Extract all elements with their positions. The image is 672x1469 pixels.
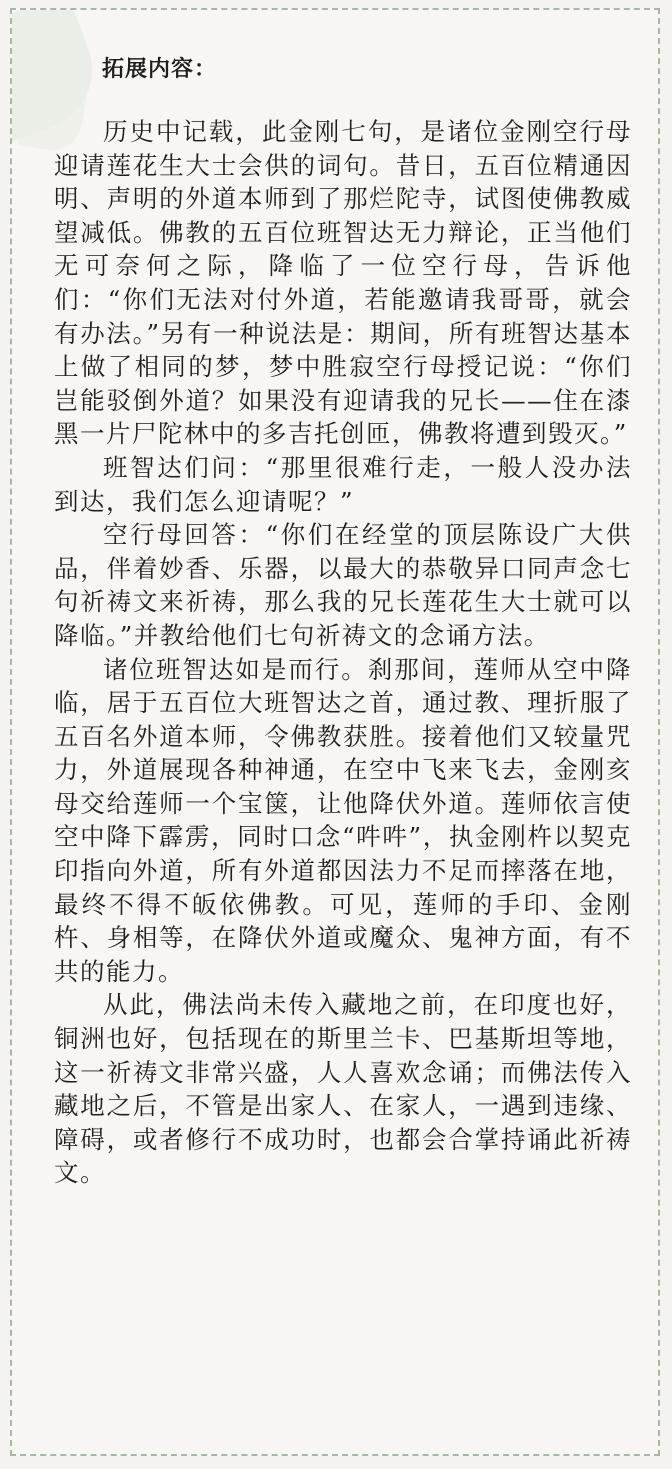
paragraph: 从此，佛法尚未传入藏地之前，在印度也好，铜洲也好，包括现在的斯里兰卡、巴基斯坦等地，这一祈祷文非常兴盛，人人喜欢念诵；而佛法传入藏地之后，不管是出家人、在家人，一遇到违缘、障碍，或者修行不成功时，也都会合掌持诵此祈祷文。 (54, 990, 632, 1188)
paragraph: 班智达们问：“那里很难行走，一般人没办法到达，我们怎么迎请呢？” (54, 452, 632, 516)
paragraph: 历史中记载，此金刚七句，是诸位金刚空行母迎请莲花生大士会供的词句。昔日，五百位精通因明、声明的外道本师到了那烂陀寺，试图使佛教威望减低。佛教的五百位班智达无力辩论，正当他们无可奈何之际，降临了一位空行母，告诉他们：“你们无法对付外道，若能邀请我哥哥，就会有办法。”另有一种说法是：期间，所有班智达基本上做了相同的梦，梦中胜寂空行母授记说：“你们岂能驳倒外道？如果没有迎请我的兄长——住在漆黑一片尸陀林中的多吉托创匝，佛教将遭到毁灭。” (54, 117, 632, 449)
paragraph: 空行母回答：“你们在经堂的顶层陈设广大供品，伴着妙香、乐器，以最大的恭敬异口同声念七句祈祷文来祈祷，那么我的兄长莲花生大士就可以降临。”并教给他们七句祈祷文的念诵方法。 (54, 520, 632, 650)
paragraph: 诸位班智达如是而行。刹那间，莲师从空中降临，居于五百位大班智达之首，通过教、理折服了五百名外道本师，令佛教获胜。接着他们又较量咒力，外道展现各种神通，在空中飞来飞去，金刚亥母交给莲师一个宝箧，让他降伏外道。莲师依言使空中降下霹雳，同时口念“吽吽”，执金刚杵以契克印指向外道，所有外道都因法力不足而摔落在地，最终不得不皈依佛教。可见，莲师的手印、金刚杵、身相等，在降伏外道或魔众、鬼神方面，有不共的能力。 (54, 654, 632, 986)
section-title: 拓展内容： (102, 56, 218, 82)
article-body (54, 115, 632, 1190)
content-frame (10, 8, 660, 1456)
